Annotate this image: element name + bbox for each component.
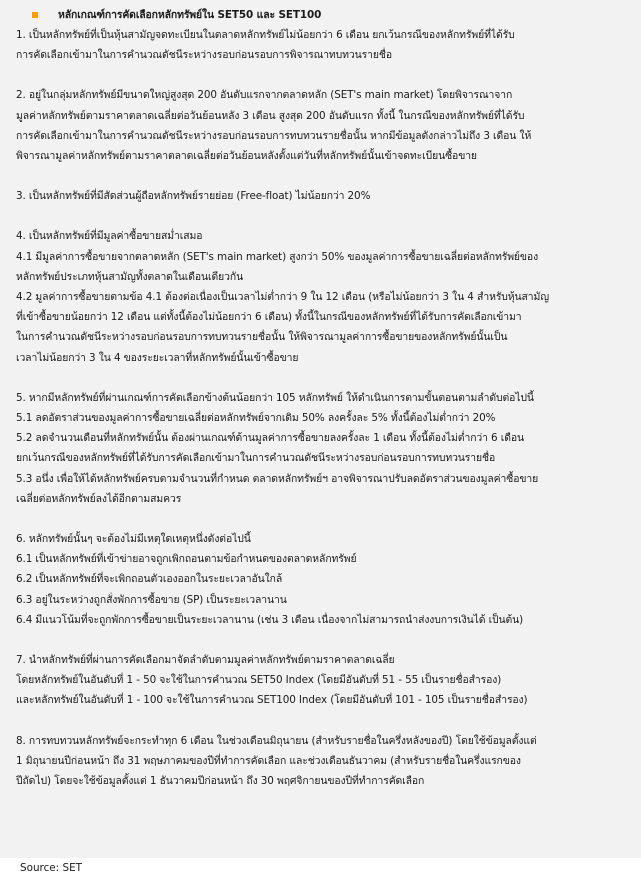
section-line: 3. เป็นหลักทรัพย์ที่มีสัดส่วนผู้ถือหลักทรัพย์รายย่อย (Free-float) ไม่น้อยกว่า 20% [16,190,371,203]
criteria-sections [16,25,636,791]
section-line: ปีถัดไป) โดยจะใช้ข้อมูลตั้งแต่ 1 ธันวาคมปีก่อนหน้า ถึง 30 พฤศจิกายนของปีที่ทำการคัดเลือก [16,775,425,788]
section-line: มูลค่าหลักทรัพย์ตามราคาตลาดเฉลี่ยต่อวันย้อนหลัง 3 เดือน สูงสุด 200 อันดับแรก ทั้งนี้ ในกรณีของหลักทรัพย์ที่ได้รับ [16,109,525,122]
section-line: เฉลี่ยต่อหลักทรัพย์ลงได้อีกตามสมควร [16,492,182,505]
section-line: 5.3 อนึ่ง เพื่อให้ได้หลักทรัพย์ครบตามจำนวนที่กำหนด ตลาดหลักทรัพย์ฯ อาจพิจารณาปรับลดอัตราส่วนของมูลค่าซื้อขาย [16,472,539,485]
section-line: 7. นำหลักทรัพย์ที่ผ่านการคัดเลือกมาจัดลำดับตามมูลค่าหลักทรัพย์ตามราคาตลาดเฉลี่ย [16,654,395,667]
criteria-section-7 [16,650,636,711]
section-line: 5. หากมีหลักทรัพย์ที่ผ่านเกณฑ์การคัดเลือกข้างต้นน้อยกว่า 105 หลักทรัพย์ ให้ดำเนินการตามขั้นตอนตามลำดับต่อไปนี้ [16,391,534,404]
section-gap [16,509,636,529]
criteria-section-8 [16,731,636,792]
criteria-content [16,5,636,791]
section-line: 4.2 มูลค่าการซื้อขายตามข้อ 4.1 ต้องต่อเนื่องเป็นเวลาไม่ต่ำกว่า 9 ใน 12 เดือน (หรือไม่น้อยกว่า 3 ใน 4 สำหรับหุ้นสามัญ [16,291,550,304]
section-gap [16,368,636,388]
section-line: โดยหลักทรัพย์ในอันดับที่ 1 - 50 จะใช้ในการคำนวณ SET50 Index (โดยมีอันดับที่ 51 - 55 เป็นรายชื่อสำรอง) [16,674,502,687]
section-line: การคัดเลือกเข้ามาในการคำนวณดัชนีระหว่างรอบก่อนรอบการพิจารณาทบทวนรายชื่อ [16,49,392,62]
section-line: 2. อยู่ในกลุ่มหลักทรัพย์มีขนาดใหญ่สูงสุด 200 อันดับแรกจากตลาดหลัก (SET's main market) โดยพิจารณาจาก [16,89,513,102]
section-line: ที่เข้าซื้อขายน้อยกว่า 12 เดือน แต่ทั้งนี้ต้องไม่น้อยกว่า 6 เดือน) ทั้งนี้ในกรณีของหลักทรัพย์ที่ได้รับการคัดเลือกเข้ามา [16,311,522,324]
document-heading: หลักเกณฑ์การคัดเลือกหลักทรัพย์ใน SET50 และ SET100 [58,8,322,21]
section-line: 6.1 เป็นหลักทรัพย์ที่เข้าข่ายอาจถูกเพิกถอนตามข้อกำหนดของตลาดหลักทรัพย์ [16,553,357,566]
criteria-section-5 [16,388,636,509]
criteria-section-4 [16,226,636,367]
section-line: 6.4 มีแนวโน้มที่จะถูกพักการซื้อขายเป็นระยะเวลานาน (เช่น 3 เดือน เนื่องจากไม่สามารถนำส่งงบการเงินได้ เป็นต้น) [16,613,524,626]
section-gap [16,711,636,731]
section-line: พิจารณามูลค่าหลักทรัพย์ตามราคาตลาดเฉลี่ยต่อวันย้อนหลังตั้งแต่วันที่หลักทรัพย์นั้นเข้าจดทะเบียนซื้อขาย [16,150,477,163]
criteria-section-1 [16,25,636,65]
section-line: 6.2 เป็นหลักทรัพย์ที่จะเพิกถอนตัวเองออกในระยะเวลาอันใกล้ [16,573,283,586]
criteria-section-3 [16,186,636,206]
section-gap [16,166,636,186]
section-line: 4.1 มีมูลค่าการซื้อขายจากตลาดหลัก (SET's main market) สูงกว่า 50% ของมูลค่าการซื้อขายเฉลี่ยต่อหลักทรัพย์ของ [16,250,539,263]
section-line: ยกเว้นกรณีของหลักทรัพย์ที่ได้รับการคัดเลือกเข้ามาในการคำนวณดัชนีระหว่างรอบก่อนรอบการทบทวนรายชื่อ [16,452,496,465]
criteria-section-2 [16,85,636,166]
section-line: 4. เป็นหลักทรัพย์ที่มีมูลค่าซื้อขายสม่ำเสมอ [16,230,203,243]
criteria-section-6 [16,529,636,630]
section-line: 6. หลักทรัพย์นั้นๆ จะต้องไม่มีเหตุใดเหตุหนึ่งดังต่อไปนี้ [16,533,251,546]
section-line: 1. เป็นหลักทรัพย์ที่เป็นหุ้นสามัญจดทะเบียนในตลาดหลักทรัพย์ไม่น้อยกว่า 6 เดือน ยกเว้นกรณีของหลักทรัพย์ที่ได้รับ [16,29,515,41]
section-line: เวลาไม่น้อยกว่า 3 ใน 4 ของระยะเวลาที่หลักทรัพย์นั้นเข้าซื้อขาย [16,351,299,364]
source-note: Source: SET [20,862,82,874]
section-line: 8. การทบทวนหลักทรัพย์จะกระทำทุก 6 เดือน ในช่วงเดือนมิถุนายน (สำหรับรายชื่อในครึ่งหลังของปี) โดยใช้ข้อมูลตั้งแต่ [16,734,537,747]
section-line: 5.2 ลดจำนวนเดือนที่หลักทรัพย์นั้น ต้องผ่านเกณฑ์ด้านมูลค่าการซื้อขายลงครั้งละ 1 เดือน ทั้งนี้ต้องไม่ต่ำกว่า 6 เดือน [16,432,525,445]
bullet-square-icon [32,12,38,18]
section-line: การคัดเลือกเข้ามาในการคำนวณดัชนีระหว่างรอบก่อนรอบการทบทวนรายชื่อนั้น หากมีข้อมูลดังกล่าวไม่ถึง 3 เดือน ให้ [16,129,532,142]
heading-row [32,5,636,25]
section-line: 5.1 ลดอัตราส่วนของมูลค่าการซื้อขายเฉลี่ยต่อหลักทรัพย์จากเดิม 50% ลงครั้งละ 5% ทั้งนี้ต้องไม่ต่ำกว่า 20% [16,412,496,425]
section-gap [16,206,636,226]
section-gap [16,65,636,85]
section-line: และหลักทรัพย์ในอันดับที่ 1 - 100 จะใช้ในการคำนวณ SET100 Index (โดยมีอันดับที่ 101 - 105 เป็นรายชื่อสำรอง) [16,694,528,707]
section-line: ในการคำนวณดัชนีระหว่างรอบก่อนรอบการทบทวนรายชื่อนั้น ให้พิจารณามูลค่าการซื้อขายของหลักทรัพย์นั้นเป็น [16,331,508,344]
section-line: 1 มิถุนายนปีก่อนหน้า ถึง 31 พฤษภาคมของปีที่ทำการคัดเลือก และช่วงเดือนธันวาคม (สำหรับรายชื่อในครึ่งแรกของ [16,754,521,767]
section-line: หลักทรัพย์ประเภทหุ้นสามัญทั้งตลาดในเดือนเดียวกัน [16,270,244,283]
section-line: 6.3 อยู่ในระหว่างถูกสั่งพักการซื้อขาย (SP) เป็นระยะเวลานาน [16,593,287,606]
section-gap [16,630,636,650]
